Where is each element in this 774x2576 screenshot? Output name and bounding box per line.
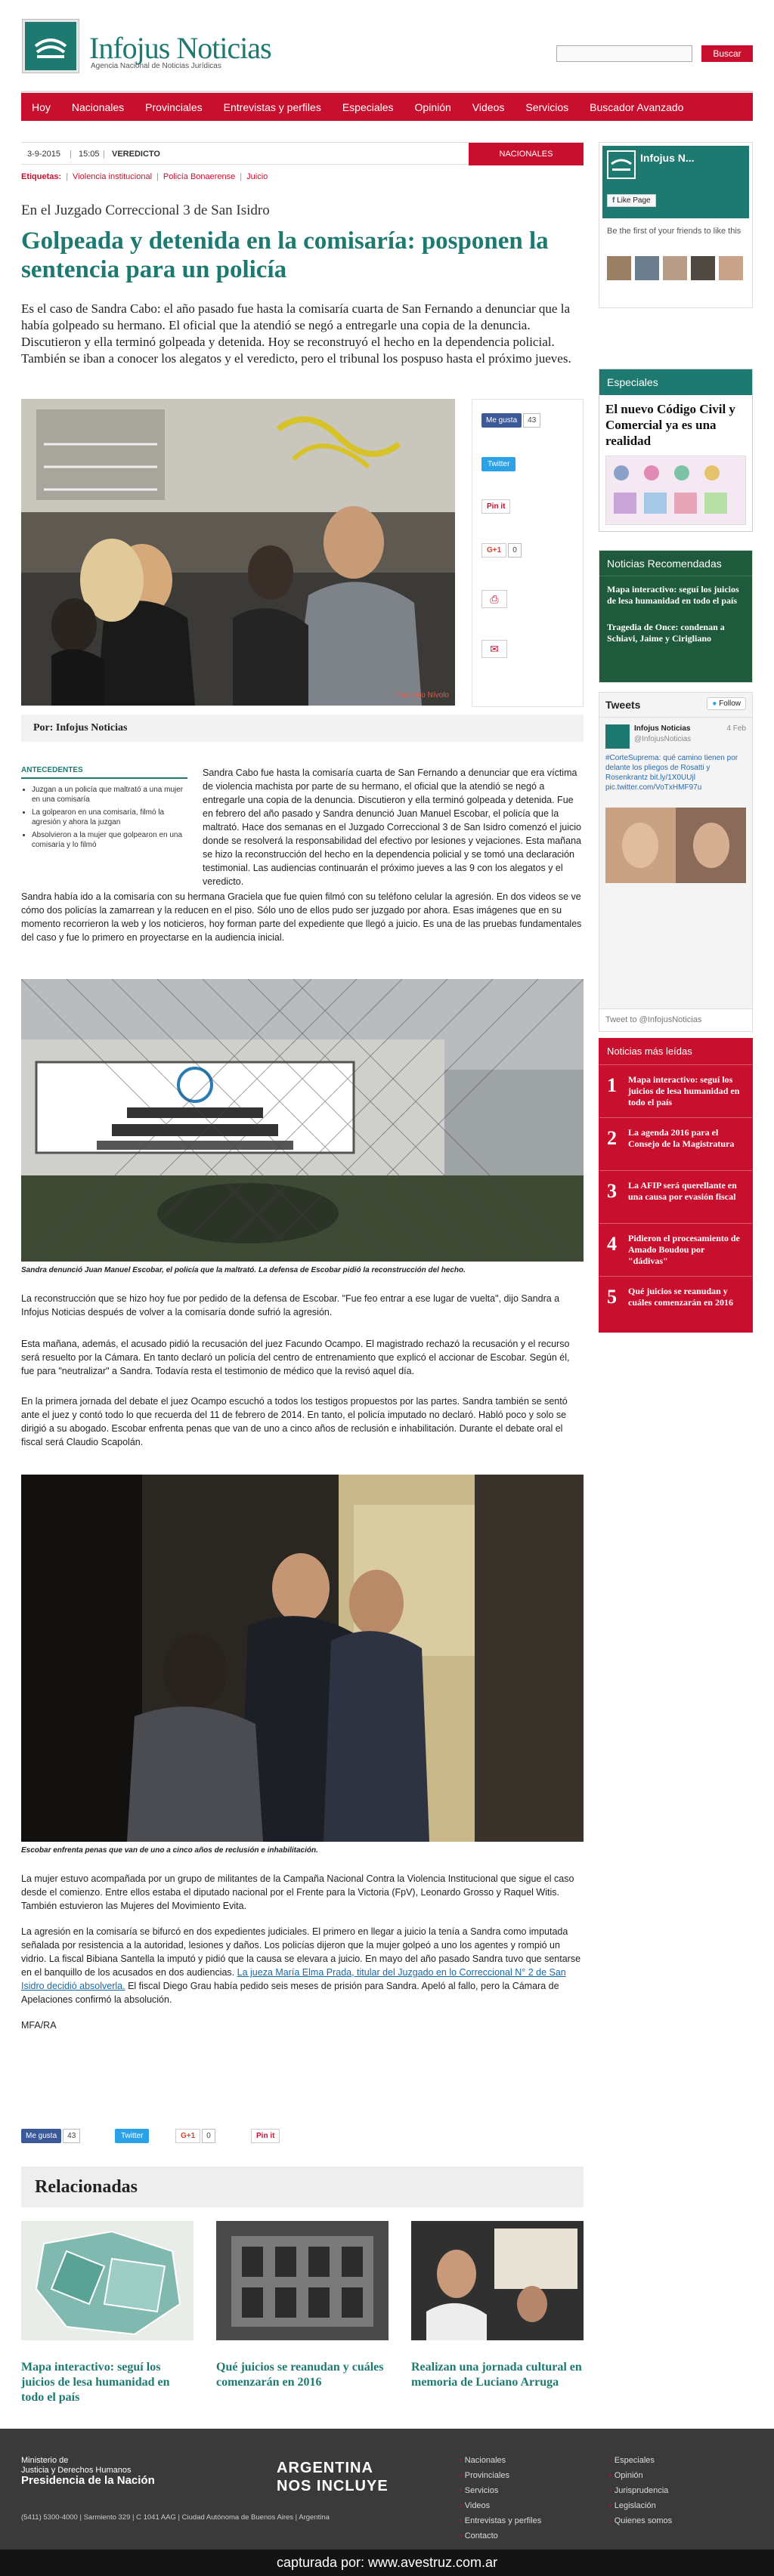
facebook-widget	[599, 142, 753, 308]
crowd-image	[411, 2221, 584, 2340]
antecedentes-title: ANTECEDENTES	[21, 766, 187, 779]
footer-link[interactable]: › Especiales	[609, 2456, 672, 2465]
avatar[interactable]	[607, 256, 631, 280]
arg-line-a: ARGENTINA	[277, 2460, 373, 2476]
signature: MFA/RA	[21, 2020, 57, 2031]
recomendada-item[interactable]: Mapa interactivo: seguí los juicios de lesa humanidad en todo el país	[607, 584, 739, 606]
paragraph-7-tail: El fiscal Diego Grau había pedido seis meses de prisión para Sandra. Apeló al fallo, pero la Cámara de Apelaciones confirmó la absolución.	[21, 1981, 559, 2005]
tags: Etiquetas: | Violencia institucional | Policía Bonaerense | Juicio	[21, 172, 268, 181]
paragraph-7	[21, 1925, 584, 2006]
avatar[interactable]	[635, 256, 659, 280]
article-section[interactable]: VEREDICTO	[112, 150, 160, 159]
tweet-image[interactable]	[605, 808, 746, 883]
photo-hallway	[21, 1475, 584, 1842]
twitter-widget	[599, 692, 753, 1032]
email-icon[interactable]: ✉	[481, 640, 507, 658]
argentina-logo[interactable]	[277, 2459, 389, 2495]
footer	[0, 2429, 774, 2550]
search-button[interactable]: Buscar	[701, 45, 753, 62]
fb-cover	[602, 146, 749, 218]
absolution-link[interactable]: La jueza María Elma Prada, titular del Juzgado en lo Correccional N° 2 de San Isidro decidió absolverla.	[21, 1967, 566, 1991]
footer-link[interactable]: › Servicios	[460, 2486, 541, 2495]
mas-leidas-title: Noticias más leídas	[599, 1039, 752, 1064]
print-icon[interactable]: ⎙	[481, 590, 507, 608]
rank-title: La AFIP será querellante en una causa por evasión fiscal	[628, 1180, 737, 1202]
follow-button[interactable]	[707, 697, 746, 710]
twitter-label: Twitter	[481, 457, 515, 471]
paragraph-1: Sandra Cabo fue hasta la comisaría cuarta de San Fernando a denunciar que era víctima de violencia machista por parte de su hermano, el oficial que la atendió se negó a entregarle una copia de la denuncia. Discutieron y ella terminó golpeada y detenida. Fue en febrero del año pasado y Sandra denunció Juan Manuel Escobar, el policía que la maltrató. Hace dos semanas en el Juzgado Correccional 3 de San Isidro comenzó el juicio donde se resolverá la responsabilidad del efectivo por lesiones y vejaciones. Esta mañana se hizo la reconstrucción del hecho en la dependencia policial y se tomó una declaración testimonial. Las audiencias continuarán el próximo jueves a las 9 con los alegatos y el veredicto.	[203, 768, 581, 887]
nav-hoy[interactable]: Hoy	[32, 100, 51, 113]
code-illustration	[606, 456, 747, 526]
footer-link[interactable]: › Entrevistas y perfiles	[460, 2516, 541, 2525]
book-icon	[608, 152, 634, 178]
fb-like-count: 43	[523, 413, 540, 428]
search-input[interactable]	[556, 45, 692, 62]
gplus-label: G+1	[481, 543, 506, 558]
footer-link[interactable]: › Legislación	[609, 2501, 672, 2510]
paragraph-3-text: La reconstrucción que se hizo hoy fue por pedido de la defensa de Escobar. "Fue feo entrar a ese lugar de vuelta", dijo Sandra a Infojus Noticias después de volver a la comisaría donde sufrió la agresión.	[21, 1293, 560, 1317]
pinterest-share-bottom[interactable]	[251, 2132, 280, 2147]
paragraph-3	[21, 1292, 584, 1319]
nav-buscador[interactable]: Buscador Avanzado	[590, 100, 684, 113]
ministry-logo[interactable]	[21, 2456, 155, 2487]
nav-opinion[interactable]: Opinión	[414, 100, 451, 113]
fb-like-page-button[interactable]	[607, 194, 656, 207]
capture-watermark: capturada por: www.avestruz.com.ar	[0, 2550, 774, 2576]
gplus-count: 0	[508, 543, 522, 558]
fb-like-count: 43	[63, 2129, 80, 2143]
footer-link[interactable]: › Provinciales	[460, 2471, 541, 2480]
tweet-to-input[interactable]: Tweet to @InfojusNoticias	[599, 1008, 752, 1031]
gplus-label: G+1	[175, 2129, 200, 2143]
twitter-share-bottom[interactable]	[115, 2132, 149, 2147]
photo-comisaria[interactable]	[21, 979, 584, 1262]
rank-number: 5	[607, 1286, 617, 1308]
brand-a: Infojus	[89, 31, 170, 65]
pin-label: Pin it	[251, 2129, 280, 2143]
article-time: 15:05	[79, 150, 100, 159]
mas-leida-item[interactable]	[599, 1117, 752, 1170]
nav-nacionales[interactable]: Nacionales	[71, 100, 125, 113]
antecedente-link[interactable]: • Juzgan a un policía que maltrató a una mujer en una comisaría	[32, 785, 187, 805]
rank-title: Pidieron el procesamiento de Amado Boudou por "dádivas"	[628, 1233, 740, 1266]
mas-leida-item[interactable]	[599, 1223, 752, 1276]
twitter-share[interactable]	[481, 460, 515, 475]
article-kicker: En el Juzgado Correccional 3 de San Isidro	[21, 202, 270, 218]
recomendadas-title: Noticias Recomendadas	[599, 551, 752, 576]
footer-links-2	[609, 2456, 672, 2531]
gplus-share-bottom[interactable]	[175, 2132, 215, 2147]
ministry-line-c: Presidencia de la Nación	[21, 2474, 155, 2487]
twitter-icon: ●	[712, 700, 720, 708]
rank-number: 4	[607, 1233, 617, 1255]
pin-label: Pin it	[481, 499, 510, 514]
article-date: 3-9-2015	[27, 150, 61, 159]
photo-credit: Facundo Nívolo	[395, 691, 449, 700]
logo[interactable]	[23, 20, 79, 73]
header	[21, 0, 753, 91]
footer-link[interactable]: › Videos	[460, 2501, 541, 2510]
photo-main[interactable]	[21, 399, 455, 706]
footer-link[interactable]: › Quienes somos	[609, 2516, 672, 2525]
footer-links-1	[460, 2456, 541, 2547]
mas-leida-item[interactable]	[599, 1064, 752, 1117]
especiales-image[interactable]	[605, 456, 746, 525]
footer-link[interactable]: › Jurisprudencia	[609, 2486, 672, 2495]
especiales-widget	[599, 369, 753, 532]
fb-avatar	[607, 150, 636, 179]
recomendada-item[interactable]: Tragedia de Once: condenan a Schiavi, Jaime y Cirigliano	[607, 622, 725, 644]
footer-link[interactable]: › Contacto	[460, 2531, 541, 2540]
related-item[interactable]	[216, 2221, 389, 2390]
fb-like-label: Me gusta	[21, 2129, 61, 2143]
antecedente-link[interactable]: • Absolvieron a la mujer que golpearon en una comisaría y lo filmó	[32, 830, 187, 850]
related-title-link[interactable]: Qué juicios se reanudan y cuáles comenzarán en 2016	[216, 2361, 384, 2389]
related-building-image	[216, 2221, 389, 2340]
share-bottom	[21, 2130, 584, 2148]
pinterest-share[interactable]	[481, 502, 510, 517]
footer-link[interactable]: › Opinión	[609, 2471, 672, 2480]
nav-entrevistas[interactable]: Entrevistas y perfiles	[223, 100, 321, 113]
brand-b: Noticias	[176, 31, 271, 65]
tweet-handle[interactable]: @InfojusNoticias	[634, 735, 692, 743]
especiales-item[interactable]: El nuevo Código Civil y Comercial ya es una realidad	[605, 402, 735, 448]
tagline: Agencia Nacional de Noticias Jurídicas	[91, 62, 221, 70]
arg-line-b: NOS INCLUYE	[277, 2478, 389, 2494]
fb-like-label: Me gusta	[481, 413, 522, 428]
tag-link[interactable]: Policía Bonaerense	[163, 172, 236, 181]
ministry-line-a: Ministerio de	[21, 2456, 69, 2465]
paragraph-5: En la primera jornada del debate el juez Ocampo escuchó a todos los testigos propuestos por las partes. Sandra también se sentó ante el juez y contó todo lo que recuerda del 11 de febrero de 2014. En tanto, el policía imputado no declaró. Habló poco y solo se dirigió a su abogado. Escobar enfrenta penas que van de uno a cinco años de reclusión e inhabilitación. Durante el debate oral el fiscal será Claudio Scapolán.	[21, 1396, 568, 1447]
nav-provinciales[interactable]: Provinciales	[145, 100, 203, 113]
related-title-link[interactable]: Mapa interactivo: seguí los juicios de lesa humanidad en todo el país	[21, 2361, 170, 2404]
author-line: Por: Infojus Noticias	[21, 715, 584, 742]
gplus-count: 0	[202, 2129, 215, 2143]
building-image	[216, 2221, 389, 2340]
fb-like[interactable]	[481, 416, 540, 431]
tweet-author[interactable]: Infojus Noticias	[634, 724, 691, 733]
rank-number: 1	[607, 1074, 617, 1096]
related-map-image	[21, 2221, 194, 2340]
mas-leida-item[interactable]	[599, 1276, 752, 1329]
antecedentes	[21, 766, 187, 853]
mas-leidas-widget	[599, 1038, 753, 1333]
article-meta	[21, 142, 584, 165]
mas-leida-item[interactable]	[599, 1170, 752, 1223]
related-item[interactable]	[21, 2221, 194, 2405]
caption-1: Sandra denunció Juan Manuel Escobar, el policía que la maltrató. La defensa de Escobar pidió la reconstrucción del hecho.	[21, 1266, 466, 1274]
paragraph-4: Esta mañana, además, el acusado pidió la recusación del juez Facundo Ocampo. El magistrado rechazó la recusación y el recurso será resuelto por la Cámara. En tanto declaró un policía del centro de entrenamiento que explicó el accionar de Escobar. Según él, fue para "neutralizar" a Sandra. Todavía resta el testimonio de médico que la revisó aquel día.	[21, 1339, 570, 1376]
photo-station	[21, 979, 584, 1262]
antecedente-link[interactable]: • La golpearon en una comisaría, filmó la agresión y ahora la juzgan	[32, 808, 187, 827]
rank-title: La agenda 2016 para el Consejo de la Magistratura	[628, 1127, 735, 1149]
meta-sep: |	[70, 150, 72, 159]
recomendadas-widget	[599, 550, 753, 683]
fb-friends-text: Be the first of your friends to like this	[607, 227, 741, 236]
ministry-line-b: Justicia y Derechos Humanos	[21, 2466, 132, 2475]
rank-number: 2	[607, 1127, 617, 1149]
rank-title: Mapa interactivo: seguí los juicios de lesa humanidad en todo el país	[628, 1074, 740, 1107]
paragraph-2: Sandra había ido a la comisaría con su hermana Graciela que fue quien filmó con su teléfono celular la agresión. En dos videos se ve cómo dos policías la zamarrean y la reducen en el piso. Sólo uno de ellos pudo ser juzgado por ahora. Esas imágenes que en su momento recorrieron la web y los noticieros, hoy forman parte del expediente que llegó a juicio. Es una de las pruebas fundamentales del caso y fue lo primero en proyectarse en la audiencia inicial.	[21, 891, 582, 943]
main-nav	[21, 91, 753, 121]
fb-friend-avatars	[607, 256, 746, 282]
tag-link[interactable]: Violencia institucional	[73, 172, 153, 181]
fb-page-name[interactable]: Infojus N...	[640, 152, 695, 164]
tag-link[interactable]: Juicio	[246, 172, 268, 181]
photo-people	[21, 399, 455, 706]
tweet-photo	[605, 808, 746, 883]
fb-like-bottom[interactable]	[21, 2132, 80, 2147]
avatar[interactable]	[719, 256, 743, 280]
rank-title: Qué juicios se reanudan y cuáles comenzarán en 2016	[628, 1286, 733, 1308]
nav-servicios[interactable]: Servicios	[525, 100, 569, 113]
related-item[interactable]	[411, 2221, 584, 2390]
paragraph-6: La mujer estuvo acompañada por un grupo de militantes de la Campaña Nacional Contra la Violencia Institucional que sigue el caso desde el comienzo. Entre ellos estaba el diputado nacional por el Frente para la Victoria (FpV), Leonardo Grosso y Raquel Witis. También estuvieron las Mujeres del Movimiento Evita.	[21, 1873, 574, 1911]
avatar[interactable]	[663, 256, 687, 280]
tweet-date[interactable]: 4 Feb	[726, 724, 746, 733]
tweet-avatar[interactable]	[605, 724, 630, 749]
nav-especiales[interactable]: Especiales	[342, 100, 394, 113]
fb-like-page-label: Like Page	[617, 196, 651, 205]
rank-number: 3	[607, 1180, 617, 1202]
related-title: Relacionadas	[21, 2167, 584, 2207]
nav-videos[interactable]: Videos	[472, 100, 505, 113]
footer-address: (5411) 5300-4000 | Sarmiento 329 | C 1041 AAG | Ciudad Autónoma de Buenos Aires | Argentina	[21, 2513, 330, 2522]
photo-escobar[interactable]	[21, 1475, 584, 1842]
article-title: Golpeada y detenida en la comisaría: posponen la sentencia para un policía	[21, 227, 549, 283]
map-image	[21, 2221, 194, 2340]
especiales-title: Especiales	[599, 369, 752, 395]
paragraph-7-text: La agresión en la comisaría se bifurcó en dos expedientes judiciales. El primero en llegar a juicio la tenía a Sandra como imputada señalada por resistencia a la autoridad, lesiones y daños. Los policías dijeron que la mujer golpeó a uno los agentes y rompió un vidrio. La fiscal Bibiana Santella la imputó y pidió que la causa se elevara a juicio. En mayo del año pasado Sandra tuvo que sentarse en el banquillo de los acusados en dos audiencias.	[21, 1926, 581, 1978]
share-panel	[472, 399, 584, 707]
twitter-label: Twitter	[115, 2129, 149, 2143]
article-lead: Es el caso de Sandra Cabo: el año pasado fue hasta la comisaría cuarta de San Fernando a denunciar que la había golpeado su hermano. El oficial que la atendió se negó a entregarle una copia de la denuncia. Discutieron y ella terminó golpeada y detenida. Hoy se reconstruyó el hecho en la dependencia policial. También se iban a conocer los alegatos y el veredicto, pero el tribunal los pospuso hasta el próximo jueves.	[21, 301, 571, 366]
facebook-icon: f	[612, 196, 618, 205]
tweet-text	[605, 753, 746, 792]
tweet-link[interactable]: bit.ly/1X0UUjl pic.twitter.com/VoTxHMF97u	[605, 774, 702, 792]
twitter-divider	[599, 717, 752, 718]
related-crowd-image	[411, 2221, 584, 2340]
section-badge[interactable]: NACIONALES	[469, 143, 584, 165]
book-icon	[33, 31, 69, 61]
tweet-body: #CorteSuprema: qué camino tienen por delante los pliegos de Rosatti y Rosenkrantz	[605, 754, 738, 782]
tweets-title: Tweets	[605, 699, 641, 711]
caption-2: Escobar enfrenta penas que van de uno a cinco años de reclusión e inhabilitación.	[21, 1846, 318, 1855]
tags-label: Etiquetas:	[21, 172, 62, 181]
avatar[interactable]	[691, 256, 715, 280]
brand-name[interactable]	[89, 30, 271, 66]
meta-sep: |	[103, 150, 105, 159]
footer-link[interactable]: › Nacionales	[460, 2456, 541, 2465]
gplus-share[interactable]	[481, 546, 522, 561]
related-title-link[interactable]: Realizan una jornada cultural en memoria de Luciano Arruga	[411, 2361, 582, 2389]
follow-label: Follow	[719, 700, 741, 708]
